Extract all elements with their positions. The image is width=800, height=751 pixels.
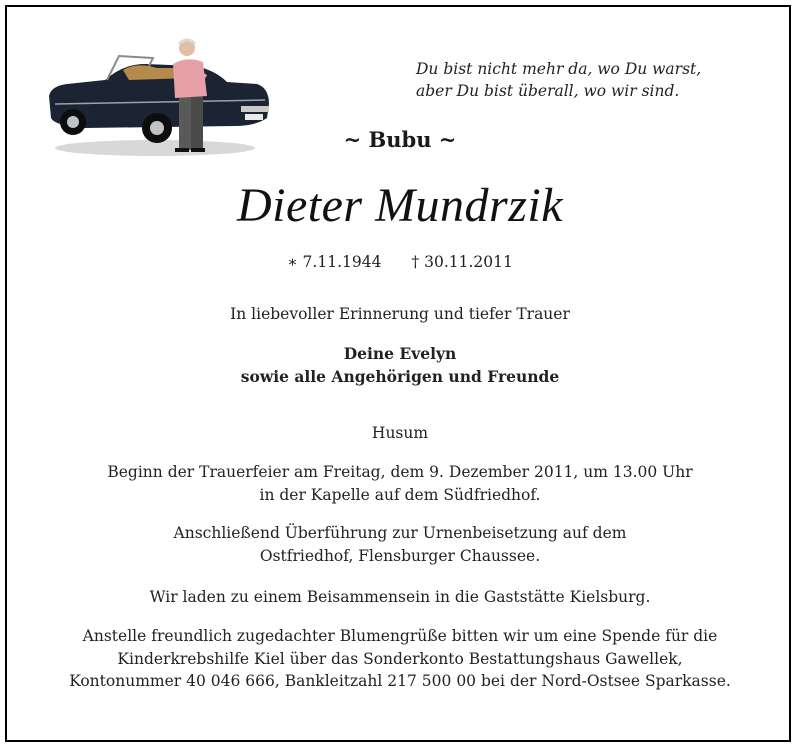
deceased-name: Dieter Mundrzik xyxy=(236,179,564,232)
transfer xyxy=(0,522,800,567)
donation-line: Kinderkrebshilfe Kiel über das Sonderkonto Bestattungshaus Gawellek, xyxy=(117,649,683,668)
mourner-line: sowie alle Angehörigen und Freunde xyxy=(240,366,560,386)
donation-line: Kontonummer 40 046 666, Bankleitzahl 217 500 00 bei der Nord-Ostsee Sparkasse. xyxy=(69,672,731,690)
mourners xyxy=(0,343,800,388)
transfer-line: Anschließend Überführung zur Urnenbeisetzung auf dem xyxy=(173,524,627,542)
gathering-text: Wir laden zu einem Beisammensein in die Gaststätte Kielsburg. xyxy=(149,588,651,606)
gathering xyxy=(0,586,800,609)
donation-line: Anstelle freundlich zugedachter Blumengrüße bitten wir um eine Spende für die xyxy=(82,627,718,645)
ceremony xyxy=(0,461,800,506)
place-text: Husum xyxy=(371,424,429,442)
memory-text: In liebevoller Erinnerung und tiefer Trauer xyxy=(230,305,570,323)
ceremony-line: Beginn der Trauerfeier am Freitag, dem 9. Dezember 2011, um 13.00 Uhr xyxy=(107,463,693,481)
poem-line: Du bist nicht mehr da, wo Du warst, xyxy=(416,60,702,78)
poem xyxy=(416,58,701,102)
ceremony-line: in der Kapelle auf dem Südfriedhof. xyxy=(259,485,541,504)
death-date: † 30.11.2011 xyxy=(411,253,513,271)
transfer-line: Ostfriedhof, Flensburger Chaussee. xyxy=(259,546,541,565)
birth-date: ∗ 7.11.1944 xyxy=(287,253,382,271)
life-dates xyxy=(0,253,800,271)
memory-line xyxy=(0,303,800,326)
place xyxy=(0,422,800,445)
nickname: ~ Bubu ~ xyxy=(343,127,457,152)
mourner-line: Deine Evelyn xyxy=(343,344,457,363)
donation xyxy=(0,625,800,693)
poem-line: aber Du bist überall, wo wir sind. xyxy=(416,82,680,100)
